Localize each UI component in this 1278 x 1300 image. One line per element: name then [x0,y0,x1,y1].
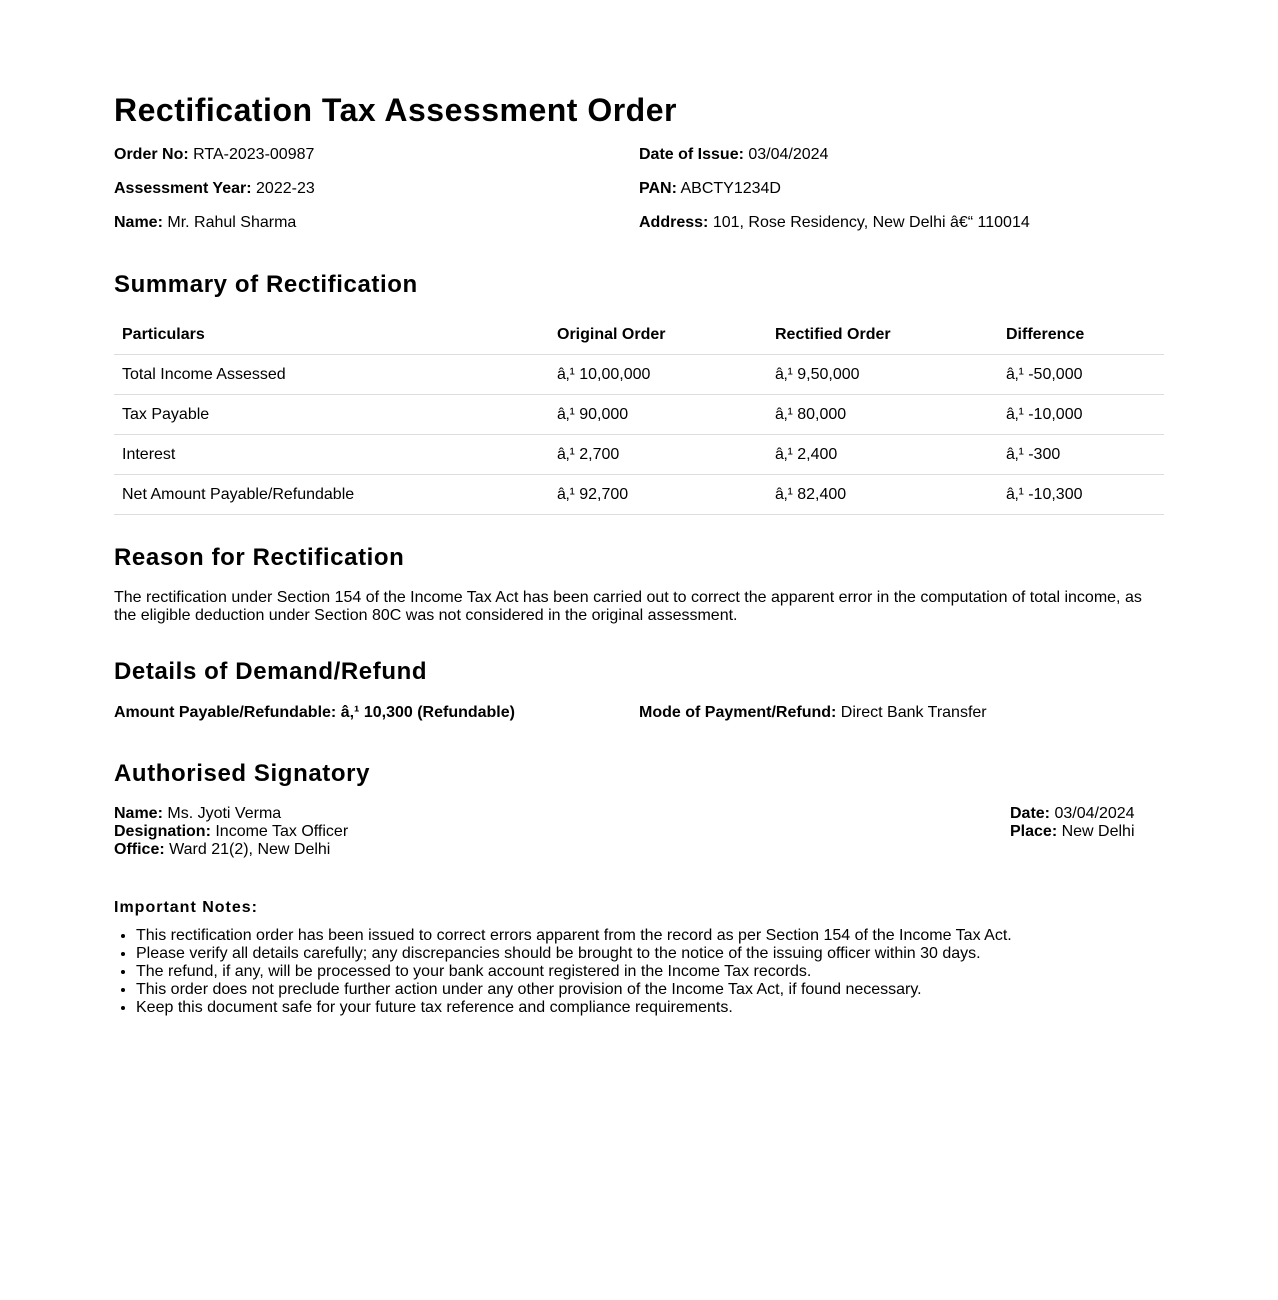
signatory-date-place [1010,805,1135,841]
list-item: • This order does not preclude further action under any other provision of the Income Tax Act, if found necessary. [136,981,1012,999]
table-cell: â‚¹ -300 [998,435,1164,475]
reason-heading: Reason for Rectification [114,544,405,571]
table-row [114,475,1164,515]
table-row [114,395,1164,435]
assessment-year: Assessment Year: 2022-23 [114,180,315,197]
table-cell: â‚¹ 92,700 [549,475,767,515]
signatory-date: Date: 03/04/2024 [1010,805,1135,822]
list-item: • Please verify all details carefully; any discrepancies should be brought to the notice of the issuing officer within 30 days. [136,945,1012,963]
date-of-issue: Date of Issue: 03/04/2024 [639,146,829,163]
signatory-designation: Designation: Income Tax Officer [114,823,349,840]
table-row [114,435,1164,475]
summary-heading: Summary of Rectification [114,271,418,298]
table-cell: Total Income Assessed [114,355,549,395]
page-title: Rectification Tax Assessment Order [114,92,677,128]
table-cell: â‚¹ 10,00,000 [549,355,767,395]
signatory-name: Name: Ms. Jyoti Verma [114,805,282,822]
table-cell: â‚¹ 9,50,000 [767,355,998,395]
table-cell: â‚¹ 90,000 [549,395,767,435]
table-cell: â‚¹ 80,000 [767,395,998,435]
list-item: • Keep this document safe for your future tax reference and compliance requirements. [136,999,1012,1017]
demand-details [114,702,1164,724]
table-cell: â‚¹ 2,700 [549,435,767,475]
table-cell: Tax Payable [114,395,549,435]
notes-heading: Important Notes: [114,899,258,916]
info-row-1 [114,144,1164,166]
info-row-3 [114,212,1164,234]
signatory-place: Place: New Delhi [1010,823,1135,840]
list-item: • This rectification order has been issued to correct errors apparent from the record as per Section 154 of the Income Tax Act. [136,927,1012,945]
table-cell: â‚¹ -10,000 [998,395,1164,435]
table-cell: â‚¹ 82,400 [767,475,998,515]
signatory-heading: Authorised Signatory [114,760,371,787]
signatory-office: Office: Ward 21(2), New Delhi [114,841,331,858]
assessee-address: Address: 101, Rose Residency, New Delhi â€“ 110014 [639,214,1030,231]
column-header: Difference [998,316,1164,355]
signatory-details [114,805,348,859]
demand-heading: Details of Demand/Refund [114,658,428,685]
amount-payable-refundable: Amount Payable/Refundable: â‚¹ 10,300 (Refundable) [114,704,515,721]
reason-text: The rectification under Section 154 of the Income Tax Act has been carried out to correct the apparent error in the computation of total income, as the eligible deduction under Section 80C was not considered in the original assessment. [114,589,1142,624]
column-header: Rectified Order [767,316,998,355]
table-cell: â‚¹ 2,400 [767,435,998,475]
mode-of-payment: Mode of Payment/Refund: Direct Bank Transfer [639,704,987,721]
column-header: Original Order [549,316,767,355]
summary-table [114,316,1164,515]
table-cell: Interest [114,435,549,475]
table-header-row [114,316,1164,355]
table-row [114,355,1164,395]
column-header: Particulars [114,316,549,355]
assessee-name: Name: Mr. Rahul Sharma [114,214,297,231]
table-cell: Net Amount Payable/Refundable [114,475,549,515]
table-cell: â‚¹ -10,300 [998,475,1164,515]
order-no: Order No: RTA-2023-00987 [114,146,315,163]
notes-list [114,927,1012,1017]
table-cell: â‚¹ -50,000 [998,355,1164,395]
info-row-2 [114,178,1164,200]
pan: PAN: ABCTY1234D [639,180,781,197]
list-item: • The refund, if any, will be processed to your bank account registered in the Income Tax records. [136,963,1012,981]
